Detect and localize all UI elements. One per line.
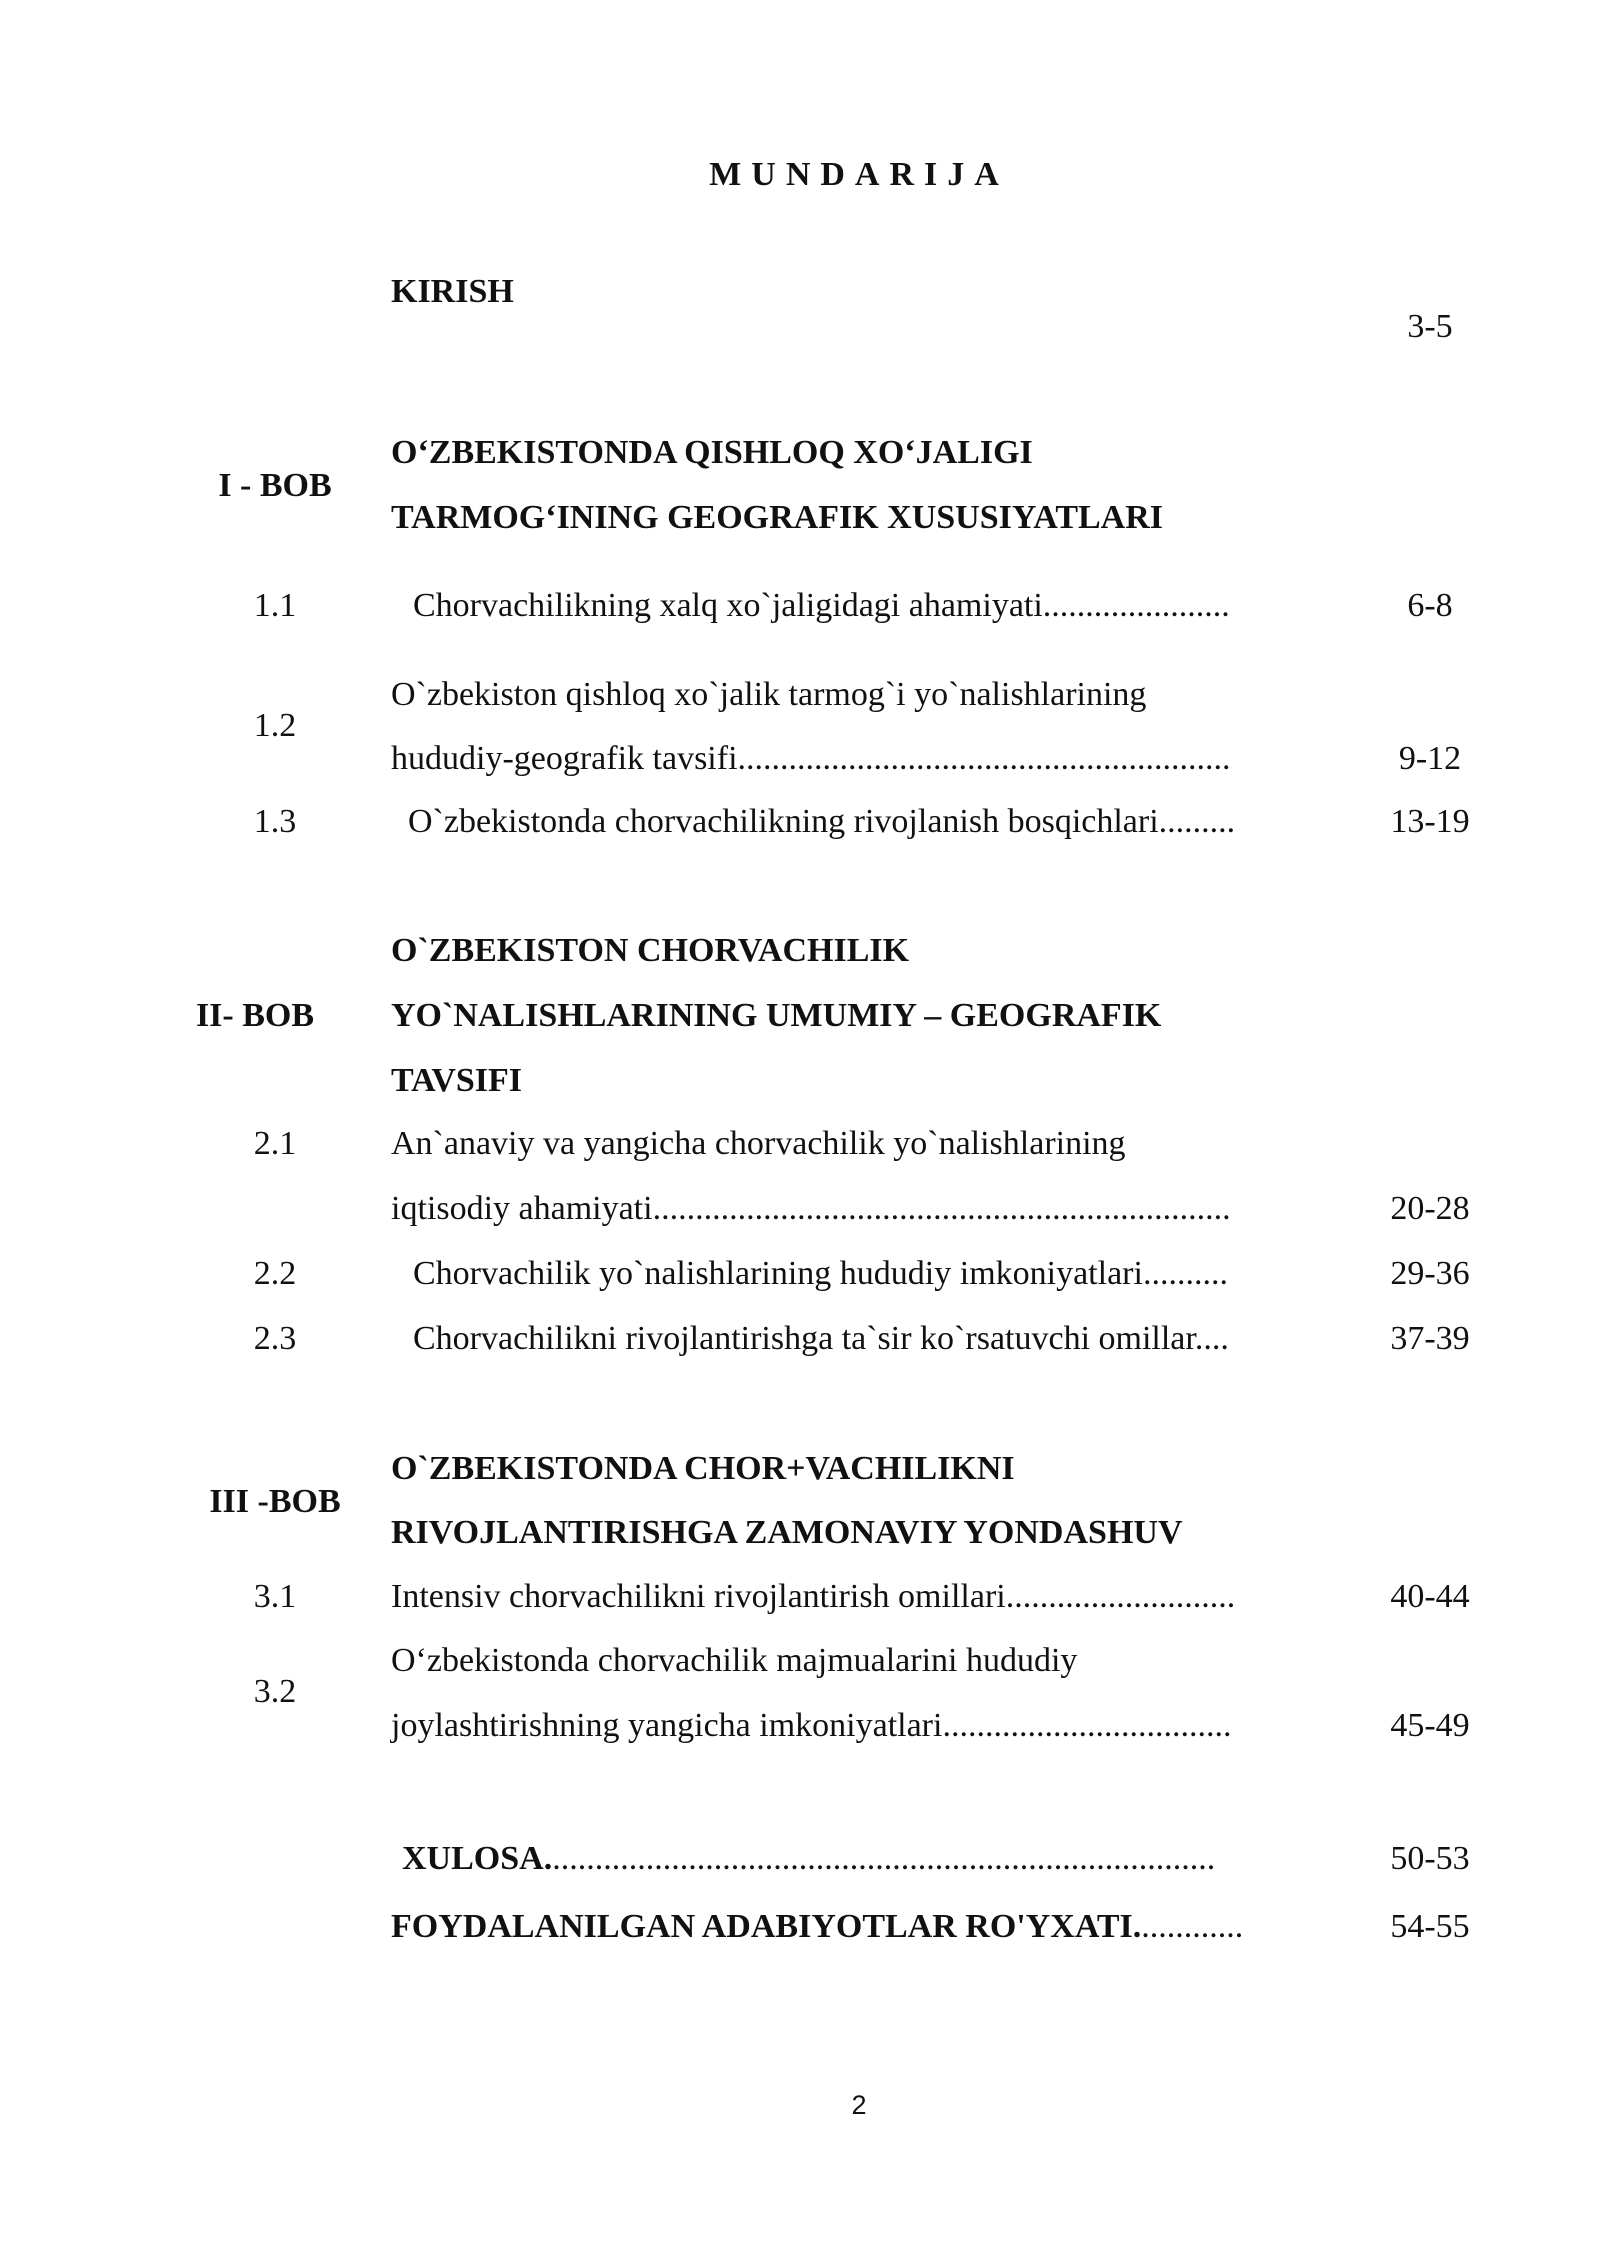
section-3-2-pages: 45-49 <box>1390 1707 1470 1744</box>
section-1-1-title: Chorvachilikning xalq xo`jaligidagi ahamiyati...................... <box>413 587 1230 624</box>
chapter-3-number: III -BOB <box>209 1483 341 1520</box>
section-3-1-number: 3.1 <box>253 1578 297 1615</box>
toc-entry-kirish-label: KIRISH <box>391 273 514 310</box>
section-3-2-title-line1: O‘zbekistonda chorvachilik majmualarini hududiy <box>391 1642 1078 1679</box>
chapter-1-title-line2: TARMOG‘INING GEOGRAFIK XUSUSIYATLARI <box>391 499 1164 536</box>
section-2-3-pages: 37-39 <box>1390 1320 1470 1357</box>
section-2-1-title-line1: An`anaviy va yangicha chorvachilik yo`nalishlarining <box>391 1125 1126 1162</box>
toc-entry-references-pages: 54-55 <box>1390 1908 1470 1945</box>
section-3-1-title: Intensiv chorvachilikni rivojlantirish omillari........................... <box>391 1578 1236 1615</box>
section-3-2-title-line2: joylashtirishning yangicha imkoniyatlari.................................. <box>391 1707 1232 1744</box>
section-1-2-title-line1: O`zbekiston qishloq xo`jalik tarmog`i yo`nalishlarining <box>391 676 1147 713</box>
chapter-2-title-line1: O`ZBEKISTON CHORVACHILIK <box>391 932 910 969</box>
toc-entry-xulosa-label: XULOSA. <box>402 1840 553 1877</box>
section-1-1-pages: 6-8 <box>1407 587 1453 624</box>
chapter-2-number: II- BOB <box>195 997 315 1034</box>
toc-entry-kirish-pages: 3-5 <box>1407 308 1453 345</box>
page-title: MUNDARIJA <box>709 156 1009 193</box>
section-1-2-number: 1.2 <box>253 707 297 744</box>
section-2-1-pages: 20-28 <box>1390 1190 1470 1227</box>
section-3-2-number: 3.2 <box>253 1673 297 1710</box>
chapter-1-number: I - BOB <box>218 467 332 504</box>
chapter-1-title-line1: O‘ZBEKISTONDA QISHLOQ XO‘JALIGI <box>391 434 1033 471</box>
toc-entry-xulosa-pages: 50-53 <box>1390 1840 1470 1877</box>
section-2-1-number: 2.1 <box>253 1125 297 1162</box>
section-1-2-pages: 9-12 <box>1398 740 1462 777</box>
chapter-3-title-line2: RIVOJLANTIRISHGA ZAMONAVIY YONDASHUV <box>391 1514 1183 1551</box>
section-1-2-title-line2: hududiy-geografik tavsifi.......................................................... <box>391 740 1231 777</box>
section-2-1-title-line2: iqtisodiy ahamiyati.................................................................... <box>391 1190 1231 1227</box>
toc-entry-references <box>391 1907 1243 1947</box>
section-2-2-pages: 29-36 <box>1390 1255 1470 1292</box>
section-1-3-number: 1.3 <box>253 803 297 840</box>
chapter-2-title-line3: TAVSIFI <box>391 1062 523 1099</box>
section-2-3-title: Chorvachilikni rivojlantirishga ta`sir ko`rsatuvchi omillar.... <box>413 1320 1229 1357</box>
toc-entry-xulosa <box>402 1839 1215 1879</box>
chapter-2-title-line2: YO`NALISHLARINING UMUMIY – GEOGRAFIK <box>391 997 1162 1034</box>
section-3-1-pages: 40-44 <box>1390 1578 1470 1615</box>
section-1-3-title: O`zbekistonda chorvachilikning rivojlanish bosqichlari......... <box>408 803 1236 840</box>
toc-entry-references-label: FOYDALANILGAN ADABIYOTLAR RO'YXATI. <box>391 1908 1142 1945</box>
section-1-3-pages: 13-19 <box>1390 803 1470 840</box>
section-2-3-number: 2.3 <box>253 1320 297 1357</box>
section-2-2-number: 2.2 <box>253 1255 297 1292</box>
page-number: 2 <box>851 2090 867 2120</box>
section-2-2-title: Chorvachilik yo`nalishlarining hududiy imkoniyatlari.......... <box>413 1255 1228 1292</box>
toc-entry-xulosa-leader: .............................................................................. <box>552 1840 1216 1877</box>
section-1-1-number: 1.1 <box>253 587 297 624</box>
chapter-3-title-line1: O`ZBEKISTONDA CHOR+VACHILIKNI <box>391 1450 1015 1487</box>
toc-entry-references-leader: ............ <box>1141 1908 1244 1945</box>
